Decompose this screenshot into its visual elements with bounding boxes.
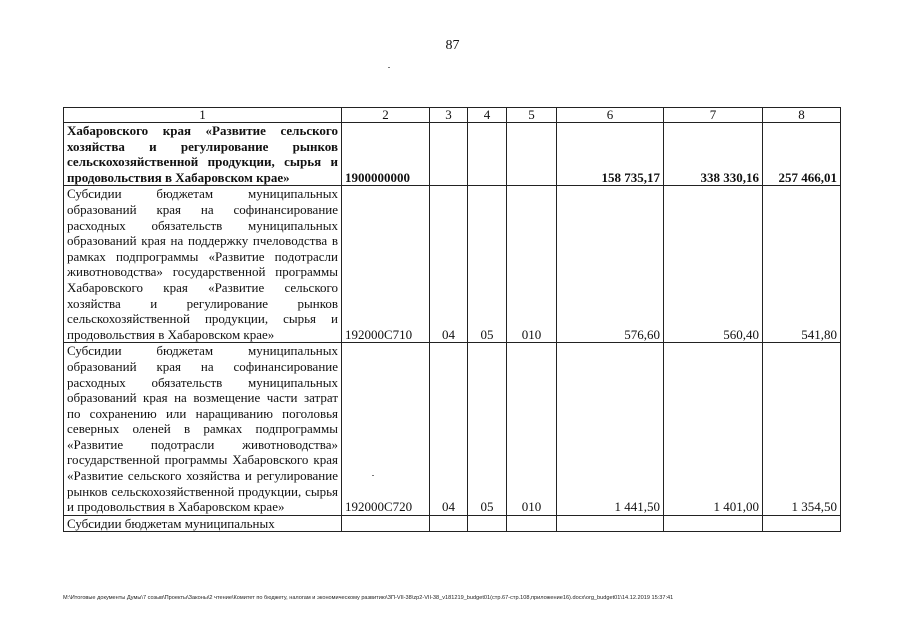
column-header: 8: [763, 108, 841, 123]
row-section: [430, 123, 468, 186]
column-header: 6: [557, 108, 664, 123]
row-description: Субсидии бюджетам муниципальных образований края на софинансирование расходных обязательств муниципальных образований края на возмещение части затрат по сохранению или наращиванию поголовья северных оленей в рамках подпрограммы «Развитие подотрасли животноводства» государственной программы Хабаровского края «Развитие сельского хозяйства и регулирование рынков сельскохозяйственной продукции, сырья и продовольствия в Хабаровском крае»: [64, 343, 342, 516]
row-expense-type: 010: [507, 343, 557, 516]
column-header: 3: [430, 108, 468, 123]
row-amount-col8: 257 466,01: [763, 123, 841, 186]
row-subsection: [468, 515, 507, 532]
row-code: 192000С720: [342, 343, 430, 516]
table-row: [64, 343, 841, 516]
row-amount-col8: [763, 515, 841, 532]
row-amount-col6: 576,60: [557, 186, 664, 343]
row-amount-col7: 1 401,00: [664, 343, 763, 516]
table-row: [64, 515, 841, 532]
row-amount-col7: 560,40: [664, 186, 763, 343]
row-amount-col8: 541,80: [763, 186, 841, 343]
column-header: 7: [664, 108, 763, 123]
column-header: 1: [64, 108, 342, 123]
row-section: 04: [430, 186, 468, 343]
budget-table: [63, 107, 841, 532]
row-description: Субсидии бюджетам муниципальных: [64, 515, 342, 532]
row-subsection: [468, 123, 507, 186]
row-amount-col6: [557, 515, 664, 532]
row-amount-col7: 338 330,16: [664, 123, 763, 186]
row-code: [342, 515, 430, 532]
row-section: 04: [430, 343, 468, 516]
column-header: 2: [342, 108, 430, 123]
row-expense-type: 010: [507, 186, 557, 343]
row-expense-type: [507, 515, 557, 532]
row-expense-type: [507, 123, 557, 186]
column-header: 5: [507, 108, 557, 123]
row-subsection: 05: [468, 186, 507, 343]
table-header-row: [64, 108, 841, 123]
table-row: [64, 123, 841, 186]
page-number: 87: [445, 38, 460, 53]
row-amount-col6: 158 735,17: [557, 123, 664, 186]
row-amount-col7: [664, 515, 763, 532]
document-path-footer: M:\Итоговые документы Думы\7 созыв\Проекты\Законы\2 чтение\Комитет по бюджету, налогам и экономическому развитию\ЗП-VII-38\zp2-VII-38_v181219_budget01(стр.67-стр.108,приложение16).docx\org_budget01\14.12.2019 15:37:41: [63, 595, 674, 601]
row-description: Хабаровского края «Развитие сельского хозяйства и регулирование рынков сельскохозяйственной продукции, сырья и продовольствия в Хабаровском крае»: [64, 123, 342, 186]
column-header: 4: [468, 108, 507, 123]
row-amount-col8: 1 354,50: [763, 343, 841, 516]
table-row: [64, 186, 841, 343]
row-amount-col6: 1 441,50: [557, 343, 664, 516]
row-section: [430, 515, 468, 532]
row-description: Субсидии бюджетам муниципальных образований края на софинансирование расходных обязательств муниципальных образований края на поддержку пчеловодства в рамках подпрограммы «Развитие подотрасли животноводства» государственной программы Хабаровского края «Развитие сельского хозяйства и регулирование рынков сельскохозяйственной продукции, сырья и продовольствия в Хабаровском крае»: [64, 186, 342, 343]
row-subsection: 05: [468, 343, 507, 516]
scan-speck: [388, 67, 390, 68]
row-code: 1900000000: [342, 123, 430, 186]
row-code: 192000С710: [342, 186, 430, 343]
